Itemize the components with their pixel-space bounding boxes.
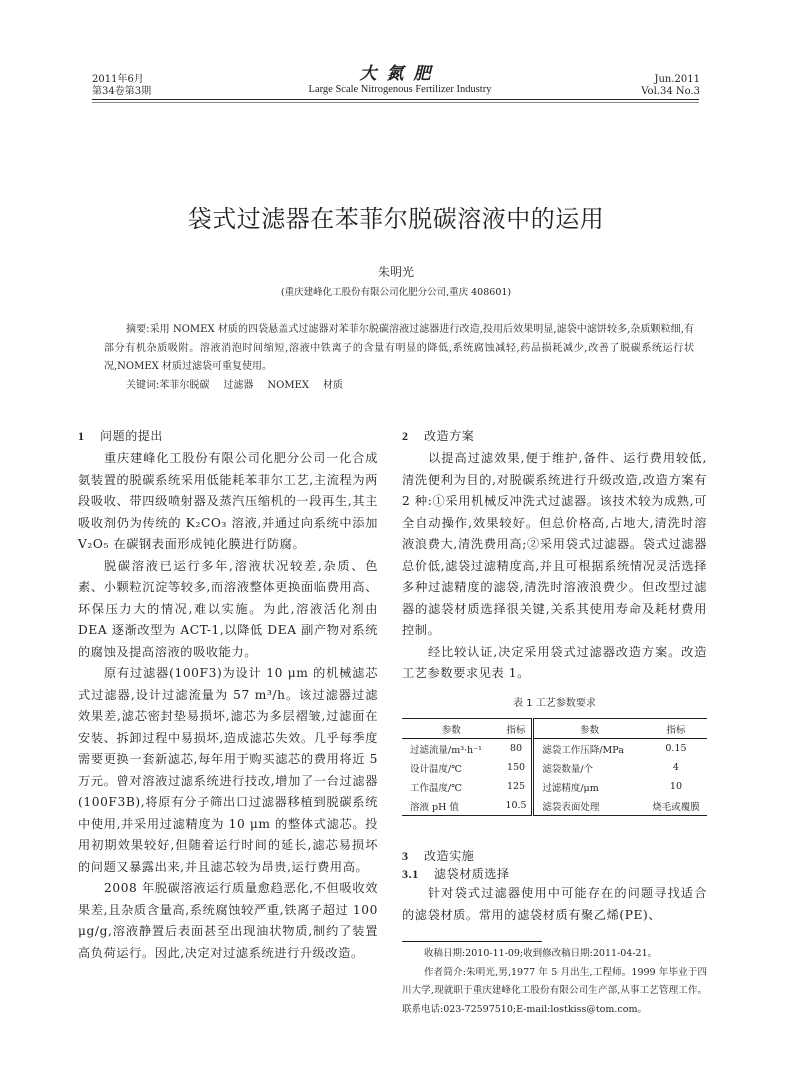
header-rule	[92, 99, 699, 100]
table-row	[402, 758, 707, 777]
issue-volume-en: Vol.34 No.3	[641, 86, 700, 97]
abstract-label: 摘要:	[126, 324, 150, 335]
table-cell: 工作温度/℃	[410, 782, 462, 794]
left-column	[78, 427, 378, 964]
paragraph: 经比较认证,决定采用袋式过滤器改造方案。改造工艺参数要求见表 1。	[402, 644, 707, 680]
abstract	[104, 321, 694, 377]
keyword: 过滤器	[223, 380, 254, 391]
right-column-bottom	[402, 847, 707, 926]
table-cell: 烧毛或覆膜	[652, 801, 700, 813]
table-cell: 设计温度/℃	[410, 763, 462, 775]
article-author: 朱明光	[377, 265, 414, 279]
table-header: 指标	[501, 719, 533, 739]
section-2-heading: 2 改造方案	[402, 429, 475, 443]
table-cell: 滤袋数量/个	[542, 763, 594, 775]
right-column-top	[402, 427, 707, 685]
table-header: 参数	[441, 724, 461, 736]
table-header-row	[402, 719, 707, 739]
section-3-heading: 3 改造实施	[402, 849, 475, 863]
table-cell: 过滤精度/μm	[542, 782, 599, 794]
footnote-received: 收稿日期:2010-11-09;收到修改稿日期:2011-04-21。	[424, 948, 658, 959]
table-header: 指标	[666, 724, 686, 736]
table-cell: 过滤流量/m³·h⁻¹	[410, 744, 482, 756]
table-cell: 80	[501, 739, 533, 759]
table-cell: 150	[501, 758, 533, 777]
footnote-author-bio: 作者简介:朱明光,男,1977 年 5 月出生,工程师。1999 年毕业于四川大学,现就职于重庆建峰化工股份有限公司生产部,从事工艺管理工作。联系电话:023-72597510;E-mail:lostkiss@tom.com。	[402, 966, 707, 1015]
keywords	[104, 377, 694, 395]
paragraph: 针对袋式过滤器使用中可能存在的问题寻找适合的滤袋材质。常用的滤袋材质有聚乙烯(PE)、	[402, 886, 707, 922]
journal-logo: 大氮肥	[359, 64, 441, 84]
footnote	[402, 945, 707, 1019]
paragraph: 脱碳溶液已运行多年,溶液状况较差,杂质、色素、小颗粒沉淀等较多,而溶液整体更换面临费用高、环保压力大的情况,难以实施。为此,溶液活化剂由 DEA 逐渐改型为 ACT-1,以降低 DEA 副产物对系统的腐蚀及提高溶液的吸收能力。	[78, 558, 378, 659]
paragraph: 重庆建峰化工股份有限公司化肥分公司一化合成氨装置的脱碳系统采用低能耗苯菲尔工艺,主流程为两段吸收、带四级喷射器及蒸汽压缩机的一段再生,其主吸收剂仍为传统的 K₂CO₃ 溶液,并通过向系统中添加 V₂O₅ 在碳钢表面形成钝化膜进行防腐。	[78, 451, 378, 551]
issue-volume-cn: 第34卷第3期	[92, 86, 152, 97]
table-cell: 125	[501, 777, 533, 796]
paragraph: 以提高过滤效果,便于维护,备件、运行费用较低,清洗便利为目的,对脱碳系统进行升级改造,改造方案有 2 种:①采用机械反冲洗式过滤器。该技术较为成熟,可全自动操作,效果较好。但总价格高,占地大,清洗时溶液浪费大,清洗费用高;②采用袋式过滤器。袋式过滤器总价低,滤袋过滤精度高,并且可根据系统情况灵活选择多种过滤精度的滤袋,清洗时溶液浪费少。但改型过滤器的滤袋材质选择很关键,关系其使用寿命及耗材费用控制。	[402, 451, 707, 637]
keyword: 苯菲尔脱碳	[159, 380, 210, 391]
table-row	[402, 739, 707, 759]
issue-date-cn: 2011年6月	[92, 74, 144, 85]
process-parameters-table	[402, 718, 707, 816]
table-cell: 0.15	[665, 743, 687, 754]
footnote-rule	[402, 941, 542, 942]
header-left	[92, 74, 151, 98]
abstract-text: 采用 NOMEX 材质的四袋悬盖式过滤器对苯菲尔脱碳溶液过滤器进行改造,投用后效果明显,滤袋中滤饼较多,杂质颗粒细,有部分有机杂质吸附。溶液消泡时间缩短,溶液中铁离子的含量有明显的降低,系统腐蚀减轻,药品损耗减少,改善了脱碳系统运行状况,NOMEX 材质过滤袋可重复使用。	[104, 324, 694, 372]
header-right	[641, 74, 700, 98]
issue-date-en: Jun.2011	[654, 74, 700, 85]
section-1-heading: 1 问题的提出	[78, 429, 164, 443]
article-title: 袋式过滤器在苯菲尔脱碳溶液中的运用	[187, 205, 605, 233]
table-cell: 4	[672, 762, 679, 773]
table-row	[402, 796, 707, 816]
table-caption: 表 1 工艺参数要求	[513, 698, 596, 709]
table-cell: 10	[669, 781, 682, 792]
header-rule-thin	[92, 102, 699, 103]
table-cell: 10.5	[501, 796, 533, 816]
subsection-3-1-heading: 3.1 滤袋材质选择	[402, 867, 510, 881]
keyword: 材质	[322, 380, 343, 391]
keyword: NOMEX	[267, 380, 309, 391]
paragraph: 原有过滤器(100F3)为设计 10 μm 的机械滤芯式过滤器,设计过滤流量为 57 m³/h。该过滤器过滤效果差,滤芯密封垫易损坏,滤芯为多层褶皱,过滤面在安装、拆卸过程中易损坏,造成滤芯失效。几乎每季度需要更换一套新滤芯,每年用于购买滤芯的费用将近 5 万元。曾对溶液过滤系统进行技改,增加了一台过滤器(100F3B),将原有分子筛出口过滤器移植到脱碳系统中使用,并采用过滤精度为 10 μm 的整体式滤芯。投用初期效果较好,但随着运行时间的延长,滤芯易损坏的问题又暴露出来,并且滤芯较为昂贵,运行费用高。	[78, 666, 378, 874]
paragraph: 2008 年脱碳溶液运行质量愈趋恶化,不但吸收效果差,且杂质含量高,系统腐蚀较严重,铁离子超过 100 μg/g,溶液静置后表面甚至出现油状物质,制约了装置高负荷运行。因此,决定对过滤系统进行升级改造。	[78, 881, 378, 960]
keywords-label: 关键词:	[126, 380, 160, 391]
table-cell: 滤袋表面处理	[542, 801, 600, 813]
author-affiliation: (重庆建峰化工股份有限公司化肥分公司,重庆 408601)	[280, 287, 512, 298]
header-center	[250, 64, 550, 96]
table-header: 参数	[580, 724, 600, 736]
journal-name-en: Large Scale Nitrogenous Fertilizer Industry	[308, 84, 492, 95]
table-cell: 滤袋工作压降/MPa	[542, 744, 624, 756]
table-row	[402, 777, 707, 796]
table-cell: 溶液 pH 值	[410, 801, 459, 813]
